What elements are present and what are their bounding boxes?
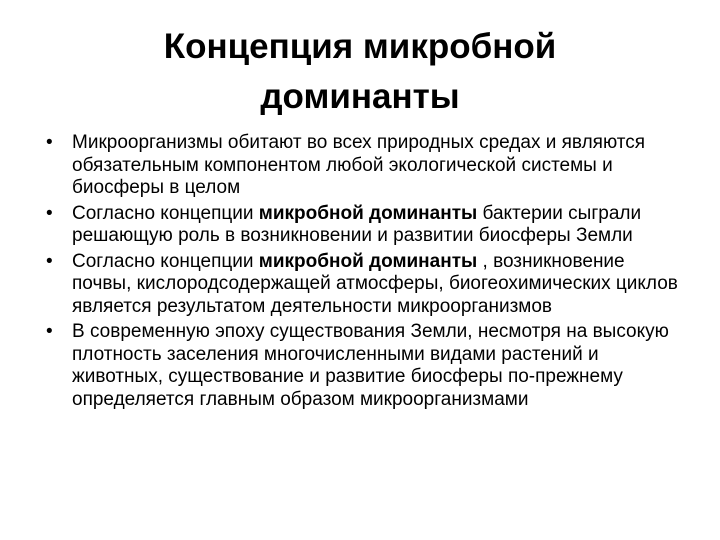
bullet-text <box>72 132 645 198</box>
bullet-item <box>46 132 686 200</box>
bullet-text-bold: микробной доминанты <box>258 250 478 272</box>
slide-title-line-2: доминанты <box>260 77 460 116</box>
bullet-marker: • <box>46 321 53 342</box>
bullet-marker: • <box>46 250 53 272</box>
slide-title-line-1: Концепция микробной <box>163 27 557 66</box>
slide-title <box>60 22 660 122</box>
bullet-item <box>46 251 686 319</box>
bullet-text-after: бактерии сыграли решающую роль в возникновении и развитии биосферы Земли <box>72 202 642 246</box>
bullet-item <box>46 203 686 248</box>
bullet-text <box>72 321 669 410</box>
bullet-text <box>72 203 641 247</box>
bullet-text-before: Микроорганизмы обитают во всех природных средах и являются обязательным компонентом любой экологической системы и биосферы в целом <box>72 132 646 198</box>
bullet-list <box>46 132 686 414</box>
bullet-item <box>46 321 686 411</box>
bullet-text-after: , возникновение почвы, кислородсодержащей атмосферы, биогеохимических циклов является результатом деятельности микроорганизмов <box>72 250 678 317</box>
bullet-text <box>72 251 678 317</box>
bullet-text-bold: микробной доминанты <box>258 202 478 224</box>
bullet-text-before: В современную эпоху существования Земли, несмотря на высокую плотность заселения многочисленными видами растений и животных, существование и развитие биосферы по-прежнему определяется главным образом микроорганизмами <box>72 321 669 410</box>
bullet-marker: • <box>46 132 53 153</box>
bullet-marker: • <box>46 202 53 224</box>
bullet-text-before: Согласно концепции <box>72 250 259 272</box>
bullet-text-before: Согласно концепции <box>72 202 259 224</box>
